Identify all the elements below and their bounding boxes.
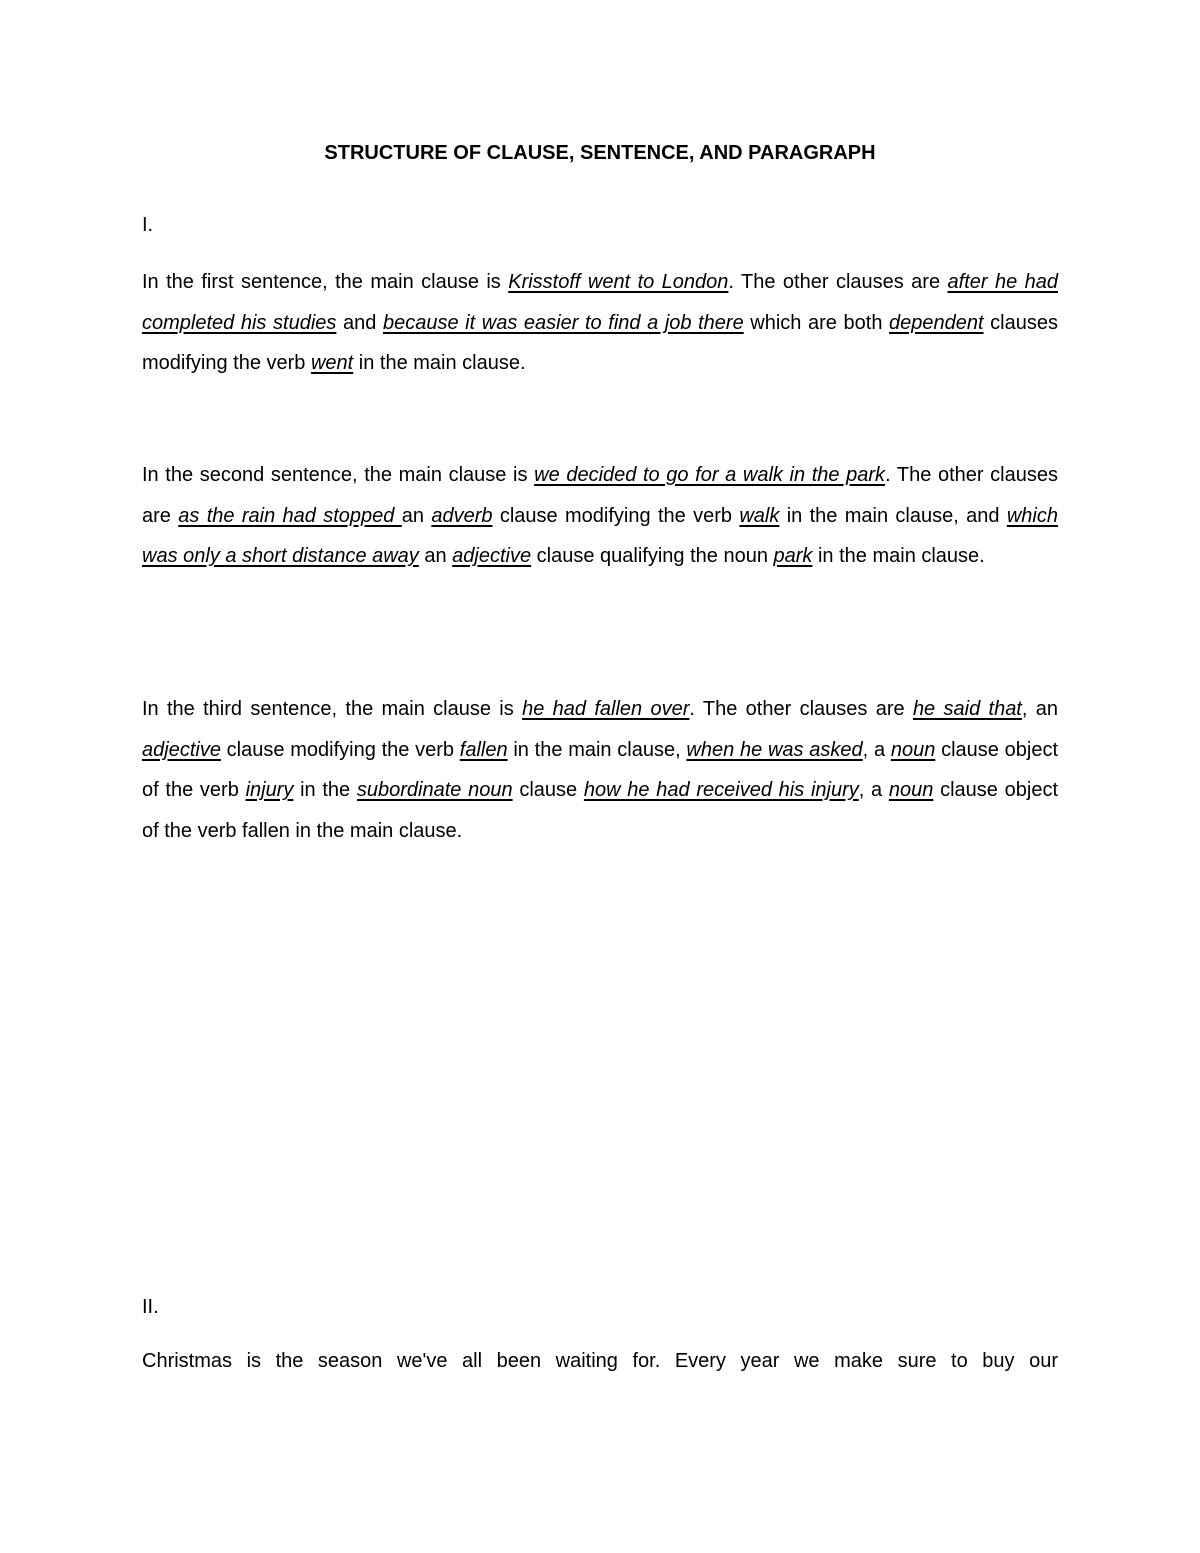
document-title: STRUCTURE OF CLAUSE, SENTENCE, AND PARAGRAPH — [324, 142, 876, 164]
underlined-clause: adverb — [431, 504, 493, 527]
paragraph-first-sentence — [142, 262, 1058, 384]
paragraph-text: In the second sentence, the main clause is — [142, 464, 535, 486]
underlined-clause: subordinate noun — [356, 779, 513, 801]
underlined-clause: because it was easier to find a job there — [382, 311, 744, 334]
underlined-clause: noun — [890, 738, 936, 761]
paragraph-text: an — [418, 545, 453, 567]
underlined-clause: how he had received his injury — [583, 779, 859, 801]
paragraph-text: In the first sentence, the main clause is — [142, 271, 509, 293]
underlined-clause: walk — [739, 504, 780, 527]
underlined-clause: when he was asked — [686, 738, 863, 761]
underlined-clause: park — [773, 545, 813, 567]
paragraph-text: . The other clauses are — [142, 464, 1058, 527]
paragraph-text: clause object of the verb fallen in the main clause. — [142, 779, 1058, 842]
underlined-clause: he said that — [912, 698, 1022, 720]
underlined-clause: adjective — [452, 545, 532, 567]
paragraph-text: clause — [512, 779, 584, 801]
paragraph-text: an — [401, 504, 432, 527]
paragraph-text: In the third sentence, the main clause is — [142, 698, 523, 720]
underlined-clause: which was only a short distance away — [142, 504, 1058, 567]
paragraph-text: in the main clause. — [812, 545, 985, 567]
section-two-heading: II. — [142, 1296, 159, 1318]
underlined-clause: noun — [888, 779, 934, 801]
underlined-clause: as the rain had stopped — [178, 504, 402, 527]
underlined-clause: after he had completed his studies — [142, 271, 1058, 334]
underlined-clause: we decided to go for a walk in the park — [534, 464, 886, 486]
paragraph-text: which are both — [743, 311, 890, 334]
underlined-clause: he had fallen over — [522, 698, 690, 720]
underlined-clause: went — [310, 352, 354, 374]
paragraph-text: and — [336, 311, 383, 334]
paragraph-text: , a — [858, 779, 889, 801]
paragraph-second-sentence — [142, 455, 1058, 577]
underlined-clause: Krisstoff went to London — [508, 271, 729, 293]
paragraph-third-sentence — [142, 689, 1058, 851]
paragraph-text: , an — [1021, 698, 1058, 720]
paragraph-text: in the main clause, — [507, 738, 687, 761]
paragraph-christmas: Christmas is the season we've all been waiting for. Every year we make sure to buy our — [142, 1350, 1058, 1372]
underlined-clause: adjective — [142, 738, 221, 761]
paragraph-text: , a — [862, 738, 891, 761]
section-one-heading: I. — [142, 214, 154, 236]
paragraph-text: clause object of the verb — [142, 738, 1058, 801]
paragraph-text: clause modifying the verb — [220, 738, 460, 761]
paragraph-text: . The other clauses are — [689, 698, 913, 720]
paragraph-text: in the main clause, and — [779, 504, 1007, 527]
paragraph-text: in the main clause. — [353, 352, 526, 374]
underlined-clause: dependent — [889, 311, 984, 334]
underlined-clause: fallen — [459, 738, 508, 761]
paragraph-text: in the — [293, 779, 357, 801]
paragraph-text: clauses modifying the verb — [142, 311, 1058, 374]
underlined-clause: injury — [245, 779, 294, 801]
paragraph-text: clause modifying the verb — [492, 504, 740, 527]
paragraph-text: . The other clauses are — [728, 271, 948, 293]
paragraph-text: clause qualifying the noun — [531, 545, 774, 567]
